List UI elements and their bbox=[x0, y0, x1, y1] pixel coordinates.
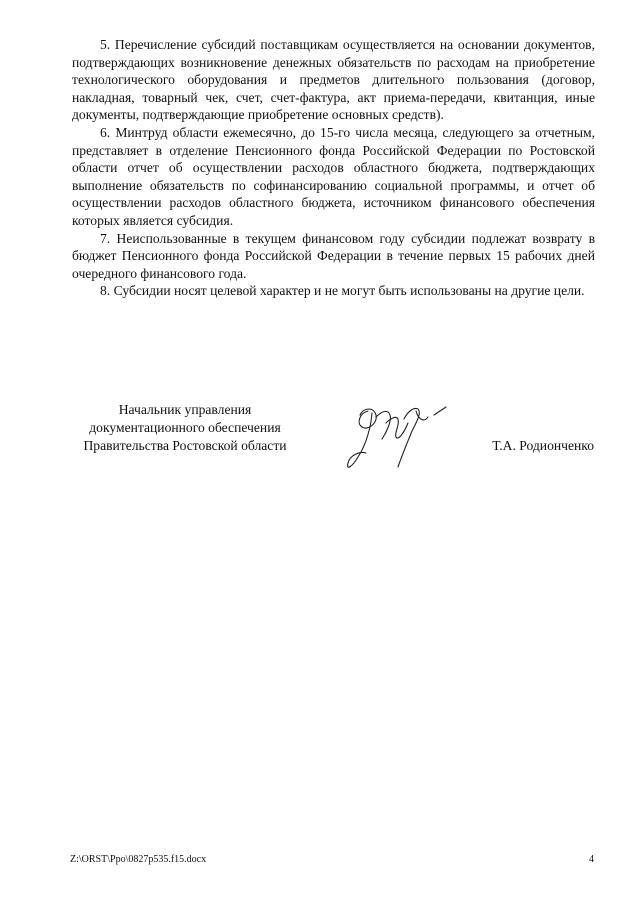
signer-position-line: документационного обеспечения bbox=[89, 419, 281, 435]
paragraph-6: 6. Минтруд области ежемесячно, до 15-го числа месяца, следующего за отчетным, представляет в отделение Пенсионного фонда Российской Федерации по Ростовской области отчет об осуществлении расходов областного бюджета, подтверждающих выполнение обязательств по софинансированию социальной программы, и отчет об осуществлении расходов областного бюджета, источником финансового обеспечения которых является субсидия. bbox=[72, 124, 595, 228]
signer-position bbox=[66, 401, 304, 454]
signer-position-line: Начальник управления bbox=[118, 402, 252, 417]
signature-block bbox=[66, 401, 606, 481]
paragraph-8: 8. Субсидии носят целевой характер и не могут быть использованы на другие цели. bbox=[100, 283, 585, 299]
paragraph-5: 5. Перечисление субсидий поставщикам осуществляется на основании документов, подтверждающих возникновение денежных обязательств по расходам на приобретение технологического оборудования и предметов длительного пользования (договор, накладная, товарный чек, счет, счет-фактура, акт приема-передачи, квитанция, иные документы, подтверждающие приобретение основных средств). bbox=[72, 37, 595, 123]
signer-name: Т.А. Родионченко bbox=[492, 438, 594, 453]
page-number: 4 bbox=[589, 854, 594, 865]
document-body bbox=[72, 36, 595, 300]
footer-file-path: Z:\ORST\Ppo\0827p535.f15.docx bbox=[70, 854, 207, 865]
paragraph-7: 7. Неиспользованные в текущем финансовом году субсидии подлежат возврату в бюджет Пенсионного фонда Российской Федерации в течение первых 15 рабочих дней очередного финансового года. bbox=[72, 230, 595, 281]
signer-position-line: Правительства Ростовской области bbox=[83, 437, 287, 453]
handwritten-signature bbox=[338, 393, 458, 483]
